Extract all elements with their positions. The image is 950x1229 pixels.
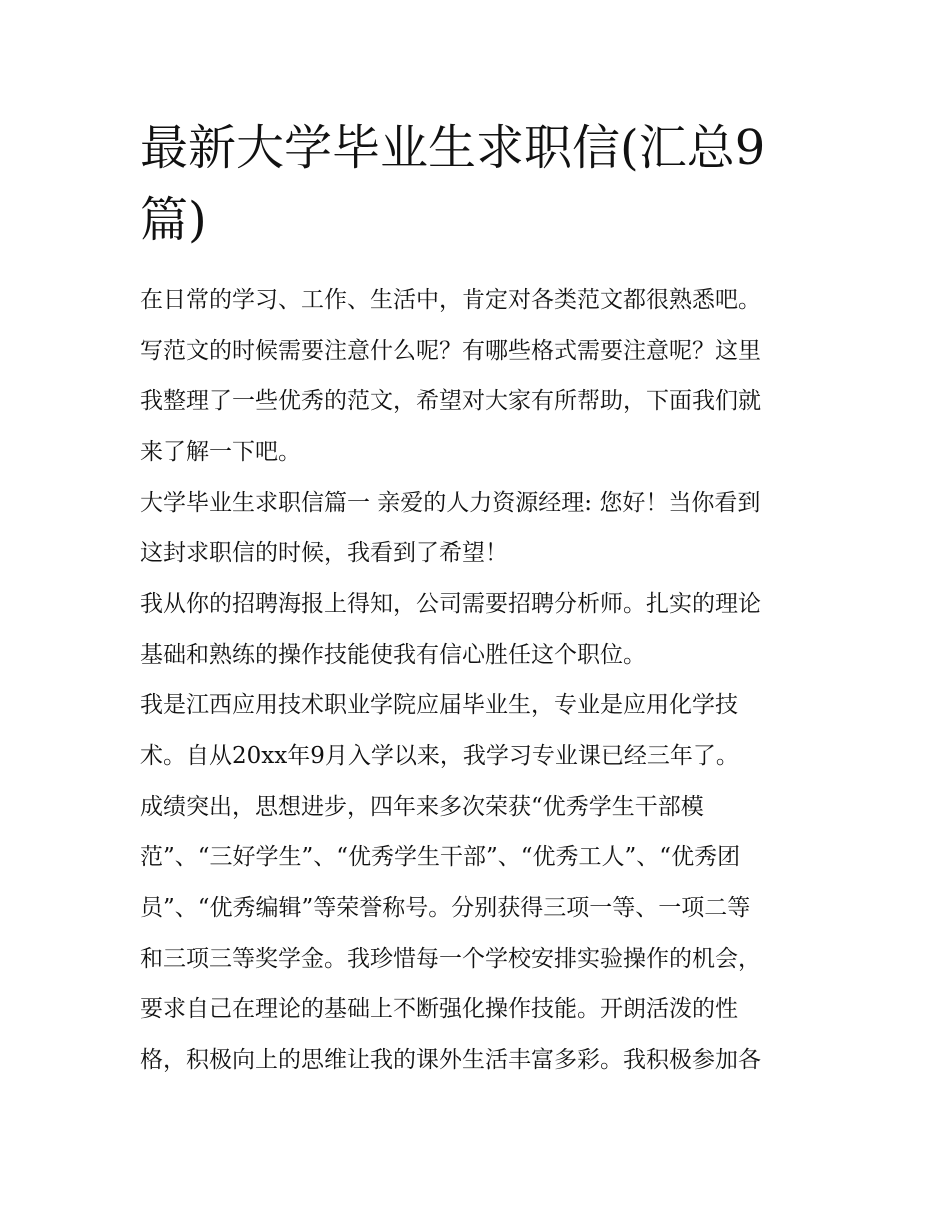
body-text-line: 我整理了一些优秀的范文，希望对大家有所帮助，下面我们就: [140, 388, 761, 414]
body-text-line: 范”、“三好学生”、“优秀学生干部”、“优秀工人”、“优秀团: [140, 844, 741, 870]
title-line-1: 最新大学毕业生求职信(汇总9: [140, 120, 766, 176]
body-text-line: 来了解一下吧。: [140, 439, 301, 465]
body-text-line: 大学毕业生求职信篇一 亲爱的人力资源经理: 您好！当你看到: [140, 490, 761, 516]
body-text-line: 我从你的招聘海报上得知，公司需要招聘分析师。扎实的理论: [140, 591, 761, 617]
body-text-line: 格，积极向上的思维让我的课外生活丰富多彩。我积极参加各: [140, 1047, 761, 1073]
title-line-2: 篇): [140, 192, 207, 248]
body-text-line: 写范文的时候需要注意什么呢？有哪些格式需要注意呢？这里: [140, 338, 761, 364]
body-text-line: 员”、“优秀编辑”等荣誉称号。分别获得三项一等、一项二等: [140, 895, 751, 921]
body-text-line: 和三项三等奖学金。我珍惜每一个学校安排实验操作的机会，: [140, 946, 761, 972]
body-text-line: 在日常的学习、工作、生活中，肯定对各类范文都很熟悉吧。: [140, 287, 761, 313]
body-text-line: 我是江西应用技术职业学院应届毕业生，专业是应用化学技: [140, 692, 738, 718]
body-text-line: 这封求职信的时候，我看到了希望！: [140, 540, 508, 566]
body-text-line: 成绩突出，思想进步，四年来多次荣获“优秀学生干部模: [140, 794, 704, 820]
body-text-line: 术。自从20xx年9月入学以来，我学习专业课已经三年了。: [140, 743, 739, 769]
body-text-line: 基础和熟练的操作技能使我有信心胜任这个职位。: [140, 642, 646, 668]
document-title: [140, 112, 820, 256]
body-text-line: 要求自己在理论的基础上不断强化操作技能。开朗活泼的性: [140, 996, 738, 1022]
